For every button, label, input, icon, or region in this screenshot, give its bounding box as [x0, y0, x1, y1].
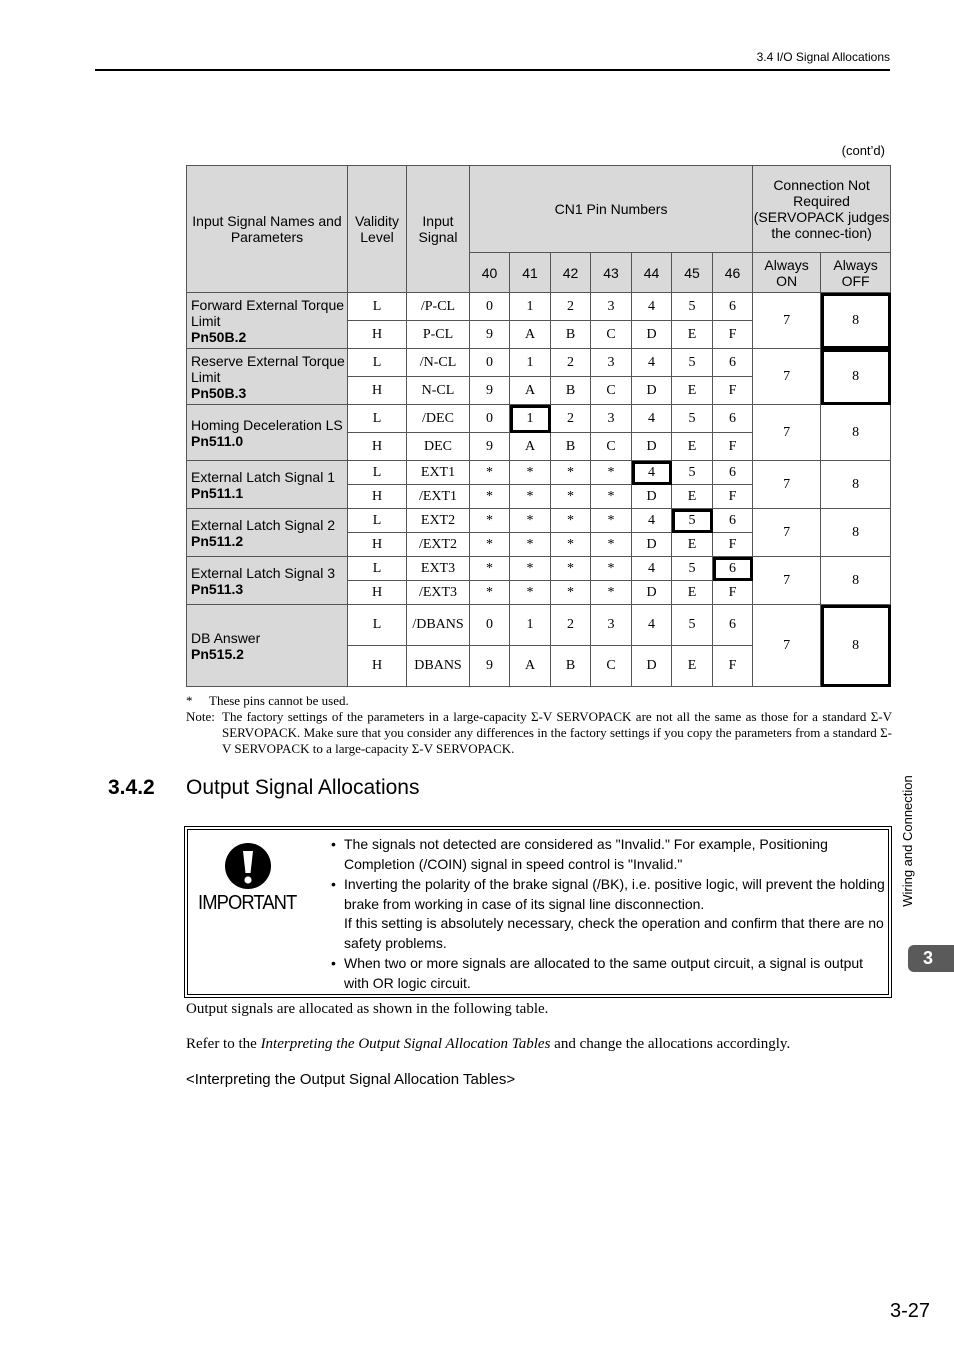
- signal-name-cell: [187, 557, 348, 605]
- note: [186, 709, 892, 757]
- pin-cell: F: [713, 321, 753, 349]
- note-text: The factory settings of the parameters in a large-capacity Σ-V SERVOPACK are not all the same as those for a standard Σ-V SERVOPACK. Make sure that you consider any differences in the factory settings if you copy the parameters from a standard Σ-V SERVOPACK to a large-capacity Σ-V SERVOPACK.: [222, 709, 892, 756]
- paragraph-text: Refer to the: [186, 1036, 261, 1052]
- table-continued-label: (cont’d): [841, 143, 885, 158]
- pin-cell: 4: [632, 405, 672, 433]
- pin-cell: 0: [470, 405, 510, 433]
- section-title: Output Signal Allocations: [186, 776, 420, 799]
- header-pin: 42: [551, 253, 591, 293]
- pin-cell: D: [632, 581, 672, 605]
- pin-cell: D: [632, 533, 672, 557]
- header-connection-not-required: Connection Not Required (SERVOPACK judges the connec-tion): [753, 166, 891, 253]
- pin-cell: D: [632, 321, 672, 349]
- header-pin: 40: [470, 253, 510, 293]
- signal-name: External Latch Signal 3: [191, 564, 335, 581]
- signal-name-cell: [187, 509, 348, 557]
- signal-parameter: Pn511.1: [191, 484, 244, 501]
- pin-cell: 4: [632, 557, 672, 581]
- always-on-cell: 7: [753, 461, 821, 509]
- pin-cell: D: [632, 646, 672, 687]
- bullet: •: [331, 836, 336, 852]
- header-pin: 43: [591, 253, 632, 293]
- important-item-text: When two or more signals are allocated to the same output circuit, a signal is output with OR logic circuit.: [344, 955, 864, 991]
- pin-cell: 4: [632, 509, 672, 533]
- pin-cell: F: [713, 485, 753, 509]
- pin-cell: *: [510, 485, 551, 509]
- pin-cell: 4: [632, 461, 672, 485]
- pin-cell: *: [591, 509, 632, 533]
- signal-parameter: Pn515.2: [191, 645, 244, 662]
- signal-parameter: Pn511.0: [191, 432, 244, 449]
- header-validity-level: Validity Level: [348, 166, 407, 293]
- pin-cell: 9: [470, 377, 510, 405]
- header-input-signal: Input Signal: [407, 166, 470, 293]
- header-pin: 44: [632, 253, 672, 293]
- pin-cell: 5: [672, 405, 713, 433]
- pin-cell: 9: [470, 433, 510, 461]
- important-exclamation-icon: [224, 842, 272, 890]
- pin-cell: 6: [713, 509, 753, 533]
- validity-level-cell: L: [348, 405, 407, 433]
- bullet: •: [331, 955, 336, 971]
- important-label: IMPORTANT: [198, 892, 297, 914]
- important-item: [328, 875, 888, 953]
- chapter-tab[interactable]: 3: [908, 945, 954, 972]
- pin-cell: 6: [713, 349, 753, 377]
- signal-name: Reserve External Torque Limit: [191, 352, 345, 385]
- pin-cell: 6: [713, 461, 753, 485]
- table-row: [187, 461, 891, 485]
- pin-cell: B: [551, 646, 591, 687]
- pin-cell: *: [551, 557, 591, 581]
- signal-name-cell: [187, 461, 348, 509]
- pin-cell: 1: [510, 293, 551, 321]
- pin-cell: E: [672, 377, 713, 405]
- bullet: •: [331, 876, 336, 892]
- important-notice-box: [184, 826, 892, 998]
- pin-cell: F: [713, 433, 753, 461]
- paragraph-text: and change the allocations accordingly.: [550, 1036, 791, 1052]
- always-on-cell: 7: [753, 293, 821, 349]
- pin-cell: 0: [470, 605, 510, 646]
- signal-parameter: Pn511.3: [191, 580, 244, 597]
- header-always-on: Always ON: [753, 253, 821, 293]
- pin-cell: *: [551, 581, 591, 605]
- pin-cell: *: [510, 461, 551, 485]
- pin-cell: F: [713, 646, 753, 687]
- header-pin: 45: [672, 253, 713, 293]
- pin-cell: 3: [591, 605, 632, 646]
- pin-cell: E: [672, 433, 713, 461]
- pin-cell: 2: [551, 293, 591, 321]
- pin-cell: A: [510, 433, 551, 461]
- validity-level-cell: H: [348, 377, 407, 405]
- pin-cell: F: [713, 377, 753, 405]
- pin-cell: 6: [713, 605, 753, 646]
- pin-cell: E: [672, 485, 713, 509]
- pin-cell: *: [591, 581, 632, 605]
- always-off-cell: 8: [821, 405, 891, 461]
- pin-cell: B: [551, 377, 591, 405]
- pin-cell: 9: [470, 321, 510, 349]
- pin-cell: *: [551, 461, 591, 485]
- pin-cell: 5: [672, 557, 713, 581]
- signal-name-cell: [187, 605, 348, 687]
- pin-cell: 2: [551, 405, 591, 433]
- pin-cell: *: [591, 533, 632, 557]
- pin-cell: D: [632, 433, 672, 461]
- signal-name-cell: [187, 405, 348, 461]
- pin-cell: 5: [672, 349, 713, 377]
- validity-level-cell: L: [348, 509, 407, 533]
- important-item-extra: If this setting is absolutely necessary, check the operation and confirm that there are no safety problems.: [344, 915, 884, 951]
- pin-cell: *: [551, 485, 591, 509]
- pin-cell: 5: [672, 509, 713, 533]
- input-signal-cell: /DEC: [407, 405, 470, 433]
- header-signal-names: Input Signal Names and Parameters: [187, 166, 348, 293]
- input-signal-cell: /N-CL: [407, 349, 470, 377]
- always-on-cell: 7: [753, 509, 821, 557]
- pin-cell: *: [510, 581, 551, 605]
- paragraph-italic-reference: Interpreting the Output Signal Allocation Tables: [260, 1036, 551, 1052]
- important-item: [328, 954, 888, 993]
- signal-name: External Latch Signal 2: [191, 516, 335, 533]
- signal-parameter: Pn50B.3: [191, 384, 247, 401]
- pin-cell: D: [632, 485, 672, 509]
- input-signal-allocation-table: [186, 165, 891, 687]
- pin-cell: 5: [672, 605, 713, 646]
- pin-cell: F: [713, 533, 753, 557]
- signal-parameter: Pn50B.2: [191, 328, 247, 345]
- always-on-cell: 7: [753, 405, 821, 461]
- input-signal-cell: P-CL: [407, 321, 470, 349]
- pin-cell: *: [470, 533, 510, 557]
- table-row: [187, 349, 891, 377]
- chapter-side-label: Wiring and Connection: [900, 775, 915, 907]
- always-on-cell: 7: [753, 349, 821, 405]
- important-item-text: The signals not detected are considered as "Invalid." For example, Positioning Completion (/COIN) signal in speed control is "Invalid.": [344, 836, 828, 872]
- pin-cell: A: [510, 377, 551, 405]
- input-signal-cell: /DBANS: [407, 605, 470, 646]
- header-rule: [95, 69, 890, 71]
- input-signal-cell: /P-CL: [407, 293, 470, 321]
- pin-cell: *: [510, 533, 551, 557]
- body-paragraph: [186, 1036, 790, 1053]
- footnote-mark: *: [186, 693, 193, 708]
- validity-level-cell: H: [348, 533, 407, 557]
- pin-cell: 5: [672, 293, 713, 321]
- input-signal-cell: N-CL: [407, 377, 470, 405]
- pin-cell: *: [591, 485, 632, 509]
- pin-cell: E: [672, 581, 713, 605]
- pin-cell: E: [672, 533, 713, 557]
- note-label: Note:: [186, 709, 215, 724]
- header-pin: 46: [713, 253, 753, 293]
- pin-cell: 0: [470, 293, 510, 321]
- pin-cell: 4: [632, 605, 672, 646]
- input-signal-cell: /EXT3: [407, 581, 470, 605]
- pin-cell: *: [510, 557, 551, 581]
- important-notice-inner-frame: [187, 829, 889, 995]
- header-always-off: Always OFF: [821, 253, 891, 293]
- pin-cell: 6: [713, 405, 753, 433]
- table-row: [187, 557, 891, 581]
- pin-cell: 6: [713, 293, 753, 321]
- pin-cell: *: [591, 461, 632, 485]
- input-signal-cell: DBANS: [407, 646, 470, 687]
- validity-level-cell: L: [348, 605, 407, 646]
- footnote-text: These pins cannot be used.: [209, 693, 349, 708]
- pin-cell: *: [470, 461, 510, 485]
- important-item: [328, 835, 888, 874]
- signal-parameter: Pn511.2: [191, 532, 244, 549]
- page-number: 3-27: [889, 1300, 930, 1322]
- validity-level-cell: H: [348, 581, 407, 605]
- important-list: [328, 835, 888, 994]
- header-pin: 41: [510, 253, 551, 293]
- input-signal-cell: EXT1: [407, 461, 470, 485]
- section-number: 3.4.2: [108, 776, 155, 799]
- pin-cell: 6: [713, 557, 753, 581]
- input-signal-cell: /EXT2: [407, 533, 470, 557]
- validity-level-cell: L: [348, 461, 407, 485]
- footnote: [186, 693, 349, 709]
- pin-cell: E: [672, 321, 713, 349]
- pin-cell: C: [591, 377, 632, 405]
- pin-cell: *: [551, 533, 591, 557]
- important-item-text: Inverting the polarity of the brake signal (/BK), i.e. positive logic, will prevent the holding brake from working in case of its signal line disconnection.: [344, 876, 885, 912]
- validity-level-cell: L: [348, 557, 407, 581]
- table-row: [187, 293, 891, 321]
- body-paragraph: Output signals are allocated as shown in the following table.: [186, 1001, 549, 1017]
- validity-level-cell: H: [348, 485, 407, 509]
- signal-name-cell: [187, 349, 348, 405]
- always-off-cell: 8: [821, 509, 891, 557]
- pin-cell: 1: [510, 405, 551, 433]
- pin-cell: 1: [510, 605, 551, 646]
- pin-cell: *: [470, 557, 510, 581]
- validity-level-cell: H: [348, 433, 407, 461]
- pin-cell: B: [551, 433, 591, 461]
- pin-cell: 3: [591, 405, 632, 433]
- pin-cell: F: [713, 581, 753, 605]
- signal-name: Homing Deceleration LS: [191, 416, 343, 433]
- always-on-cell: 7: [753, 557, 821, 605]
- always-off-cell: 8: [821, 461, 891, 509]
- pin-cell: 1: [510, 349, 551, 377]
- always-off-cell: 8: [821, 293, 891, 349]
- signal-name-cell: [187, 293, 348, 349]
- table-row: [187, 509, 891, 533]
- pin-cell: C: [591, 646, 632, 687]
- header-cn1-pin-numbers: CN1 Pin Numbers: [470, 166, 753, 253]
- signal-name: External Latch Signal 1: [191, 468, 335, 485]
- signal-name: DB Answer: [191, 629, 261, 646]
- input-signal-cell: EXT3: [407, 557, 470, 581]
- pin-cell: *: [470, 581, 510, 605]
- pin-cell: C: [591, 433, 632, 461]
- always-on-cell: 7: [753, 605, 821, 687]
- pin-cell: *: [470, 485, 510, 509]
- pin-cell: 9: [470, 646, 510, 687]
- pin-cell: A: [510, 321, 551, 349]
- pin-cell: 3: [591, 349, 632, 377]
- pin-cell: A: [510, 646, 551, 687]
- pin-cell: 3: [591, 293, 632, 321]
- signal-name: Forward External Torque Limit: [191, 296, 345, 329]
- pin-cell: 2: [551, 605, 591, 646]
- pin-cell: D: [632, 377, 672, 405]
- always-off-cell: 8: [821, 557, 891, 605]
- validity-level-cell: H: [348, 646, 407, 687]
- subheading: <Interpreting the Output Signal Allocation Tables>: [186, 1071, 516, 1088]
- input-signal-cell: /EXT1: [407, 485, 470, 509]
- always-off-cell: 8: [821, 349, 891, 405]
- pin-cell: *: [551, 509, 591, 533]
- pin-cell: 2: [551, 349, 591, 377]
- table-row: [187, 405, 891, 433]
- pin-cell: 4: [632, 293, 672, 321]
- pin-cell: *: [470, 509, 510, 533]
- pin-cell: B: [551, 321, 591, 349]
- pin-cell: 5: [672, 461, 713, 485]
- always-off-cell: 8: [821, 605, 891, 687]
- validity-level-cell: H: [348, 321, 407, 349]
- validity-level-cell: L: [348, 293, 407, 321]
- input-signal-cell: DEC: [407, 433, 470, 461]
- running-header: 3.4 I/O Signal Allocations: [756, 50, 890, 64]
- pin-cell: E: [672, 646, 713, 687]
- table-row: [187, 605, 891, 646]
- input-signal-cell: EXT2: [407, 509, 470, 533]
- validity-level-cell: L: [348, 349, 407, 377]
- pin-cell: 0: [470, 349, 510, 377]
- pin-cell: C: [591, 321, 632, 349]
- pin-cell: 4: [632, 349, 672, 377]
- pin-cell: *: [510, 509, 551, 533]
- section-heading: [108, 776, 419, 800]
- pin-cell: *: [591, 557, 632, 581]
